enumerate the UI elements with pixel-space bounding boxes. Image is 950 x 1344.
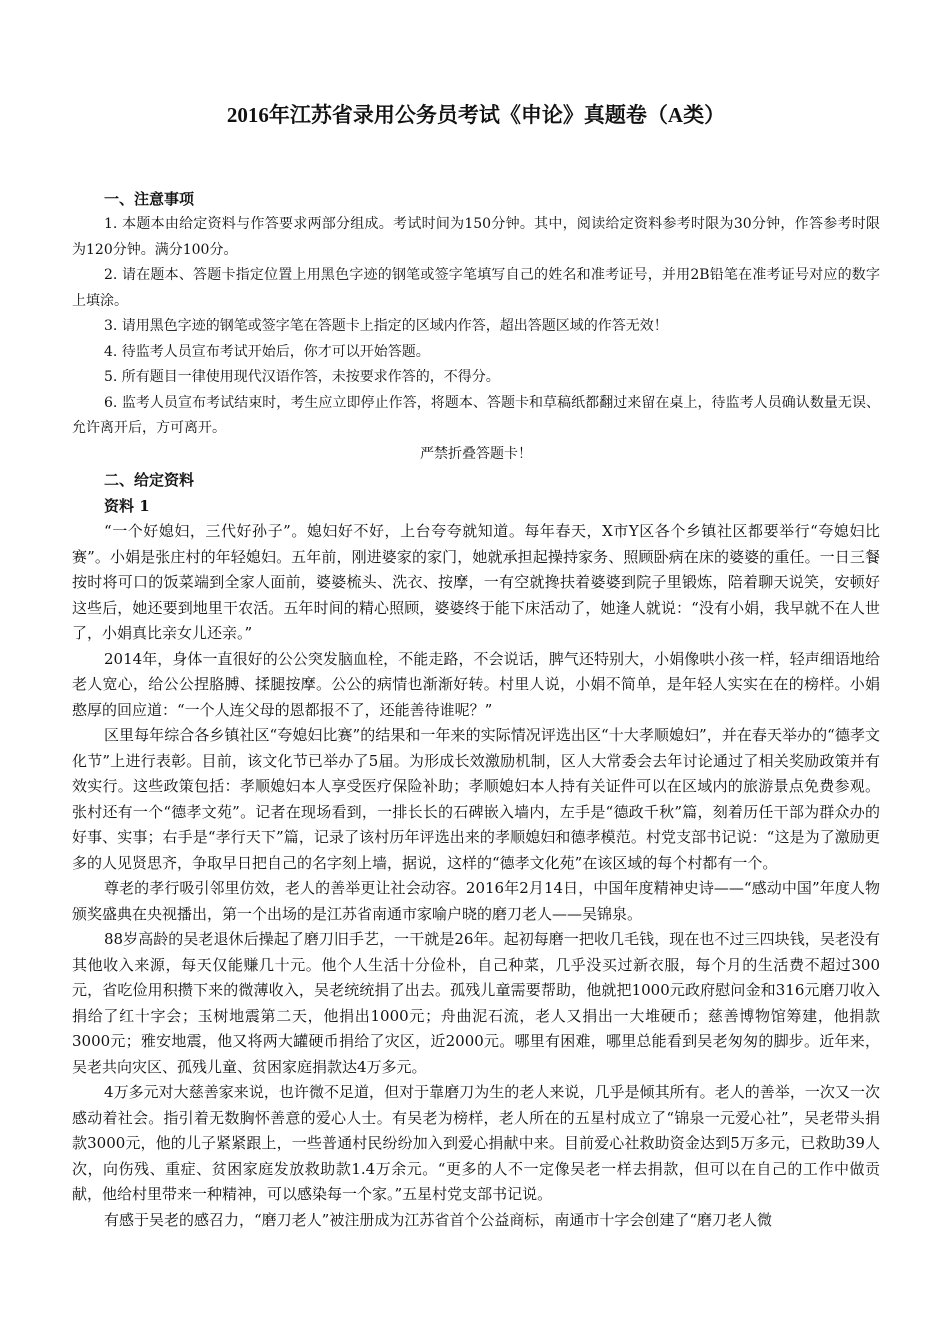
body-paragraph-4: 尊老的孝行吸引邻里仿效，老人的善举更让社会动容。2016年2月14日，中国年度精神史诗——“感动中国”年度人物颁奖盛典在央视播出，第一个出场的是江苏省南通市家喻户晓的磨刀老人——吴锦泉。	[72, 879, 880, 923]
notice-item-2: 2. 请在题本、答题卡指定位置上用黑色字迹的钢笔或签字笔填写自己的姓名和准考证号，并用2B铅笔在准考证号对应的数字上填涂。	[72, 267, 880, 309]
document-title: 2016年江苏省录用公务员考试《申论》真题卷（A类）	[226, 103, 726, 127]
body-paragraph-1: “一个好媳妇，三代好孙子”。媳妇好不好，上台夸夸就知道。每年春天，X市Y区各个乡镇社区都要举行“夸媳妇比赛”。小娟是张庄村的年轻媳妇。五年前，刚进婆家的家门，她就承担起操持家务、照顾卧病在床的婆婆的重任。一日三餐按时将可口的饭菜端到全家人面前，婆婆梳头、洗衣、按摩，一有空就搀扶着婆婆到院子里锻炼，陪着聊天说笑，安顿好这些后，她还要到地里干农活。五年时间的精心照顾，婆婆终于能下床活动了，她逢人就说：“没有小娟，我早就不在人世了，小娟真比亲女儿还亲。”	[72, 522, 880, 642]
notice-item-5: 5. 所有题目一律使用现代汉语作答，未按要求作答的，不得分。	[104, 369, 500, 385]
notice-item-6: 6. 监考人员宣布考试结束时，考生应立即停止作答，将题本、答题卡和草稿纸都翻过来留在桌上，待监考人员确认数量无误、允许离开后，方可离开。	[72, 394, 880, 436]
body-paragraph-5: 88岁高龄的吴老退休后操起了磨刀旧手艺，一干就是26年。起初每磨一把收几毛钱，现在也不过三四块钱，吴老没有其他收入来源，每天仅能赚几十元。他个人生活十分俭朴，自己种菜，几乎没买过新衣服，每个月的生活费不超过300元，省吃俭用积攒下来的微薄收入，吴老统统捐了出去。孤残儿童需要帮助，他就把1000元政府慰问金和316元磨刀收入捐给了红十字会；玉树地震第二天，他捐出1000元；舟曲泥石流，老人又捐出一大堆硬币；慈善博物馆筹建，他捐款3000元；雅安地震，他又将两大罐硬币捐给了灾区，近2000元。哪里有困难，哪里总能看到吴老匆匆的脚步。近年来，吴老共向灾区、孤残儿童、贫困家庭捐款达4万多元。	[72, 930, 880, 1076]
notice-item-3: 3. 请用黑色字迹的钢笔或签字笔在答题卡上指定的区域内作答，超出答题区域的作答无效！	[104, 318, 668, 334]
material-heading: 二、给定资料	[104, 471, 195, 489]
body-paragraph-2: 2014年，身体一直很好的公公突发脑血栓，不能走路，不会说话，脾气还特别大，小娟像哄小孩一样，轻声细语地给老人宽心，给公公捏胳膊、揉腿按摩。公公的病情也渐渐好转。村里人说，小娟不简单，是年轻人实实在在的榜样。小娟憨厚的回应道：“一个人连父母的恩都报不了，还能善待谁呢？”	[72, 649, 880, 719]
notice-item-1: 1. 本题本由给定资料与作答要求两部分组成。考试时间为150分钟。其中，阅读给定资料参考时限为30分钟，作答参考时限为120分钟。满分100分。	[72, 216, 880, 258]
body-paragraph-7: 有感于吴老的感召力，“磨刀老人”被注册成为江苏省首个公益商标，南通市十字会创建了“磨刀老人微	[104, 1210, 773, 1229]
material-1-label: 资料 1	[104, 497, 150, 515]
notice-heading: 一、注意事项	[104, 190, 195, 208]
body-paragraph-3: 区里每年综合各乡镇社区“夸媳妇比赛”的结果和一年来的实际情况评选出区“十大孝顺媳妇”，并在春天举办的“德孝文化节”上进行表彰。目前，该文化节已举办了5届。为形成长效激励机制，区人大常委会去年讨论通过了相关奖励政策并有效实行。这些政策包括：孝顺媳妇本人享受医疗保险补助；孝顺媳妇本人持有关证件可以在区域内的旅游景点免费参观。张村还有一个“德孝文苑”。记者在现场看到，一排长长的石碑嵌入墙内，左手是“德政千秋”篇，刻着历任干部为群众办的好事、实事；右手是“孝行天下”篇，记录了该村历年评选出来的孝顺媳妇和德孝模范。村党支部书记说：“这是为了激励更多的人见贤思齐，争取早日把自己的名字刻上墙，据说，这样的“德孝文化苑”在该区域的每个村都有一个。	[72, 726, 880, 872]
fold-warning: 严禁折叠答题卡！	[420, 445, 532, 462]
notice-item-4: 4. 待监考人员宣布考试开始后，你才可以开始答题。	[104, 343, 430, 360]
body-paragraph-6: 4万多元对大慈善家来说，也许微不足道，但对于靠磨刀为生的老人来说，几乎是倾其所有。老人的善举，一次又一次感动着社会。指引着无数胸怀善意的爱心人士。有吴老为榜样，老人所在的五星村成立了“锦泉一元爱心社”，吴老带头捐款3000元，他的儿子紧紧跟上，一些普通村民纷纷加入到爱心捐献中来。目前爱心社救助资金达到5万多元，已救助39人次，向伤残、重症、贫困家庭发放救助款1.4万余元。“更多的人不一定像吴老一样去捐款，但可以在自己的工作中做贡献，他给村里带来一种精神，可以感染每一个家。”五星村党支部书记说。	[72, 1083, 880, 1203]
